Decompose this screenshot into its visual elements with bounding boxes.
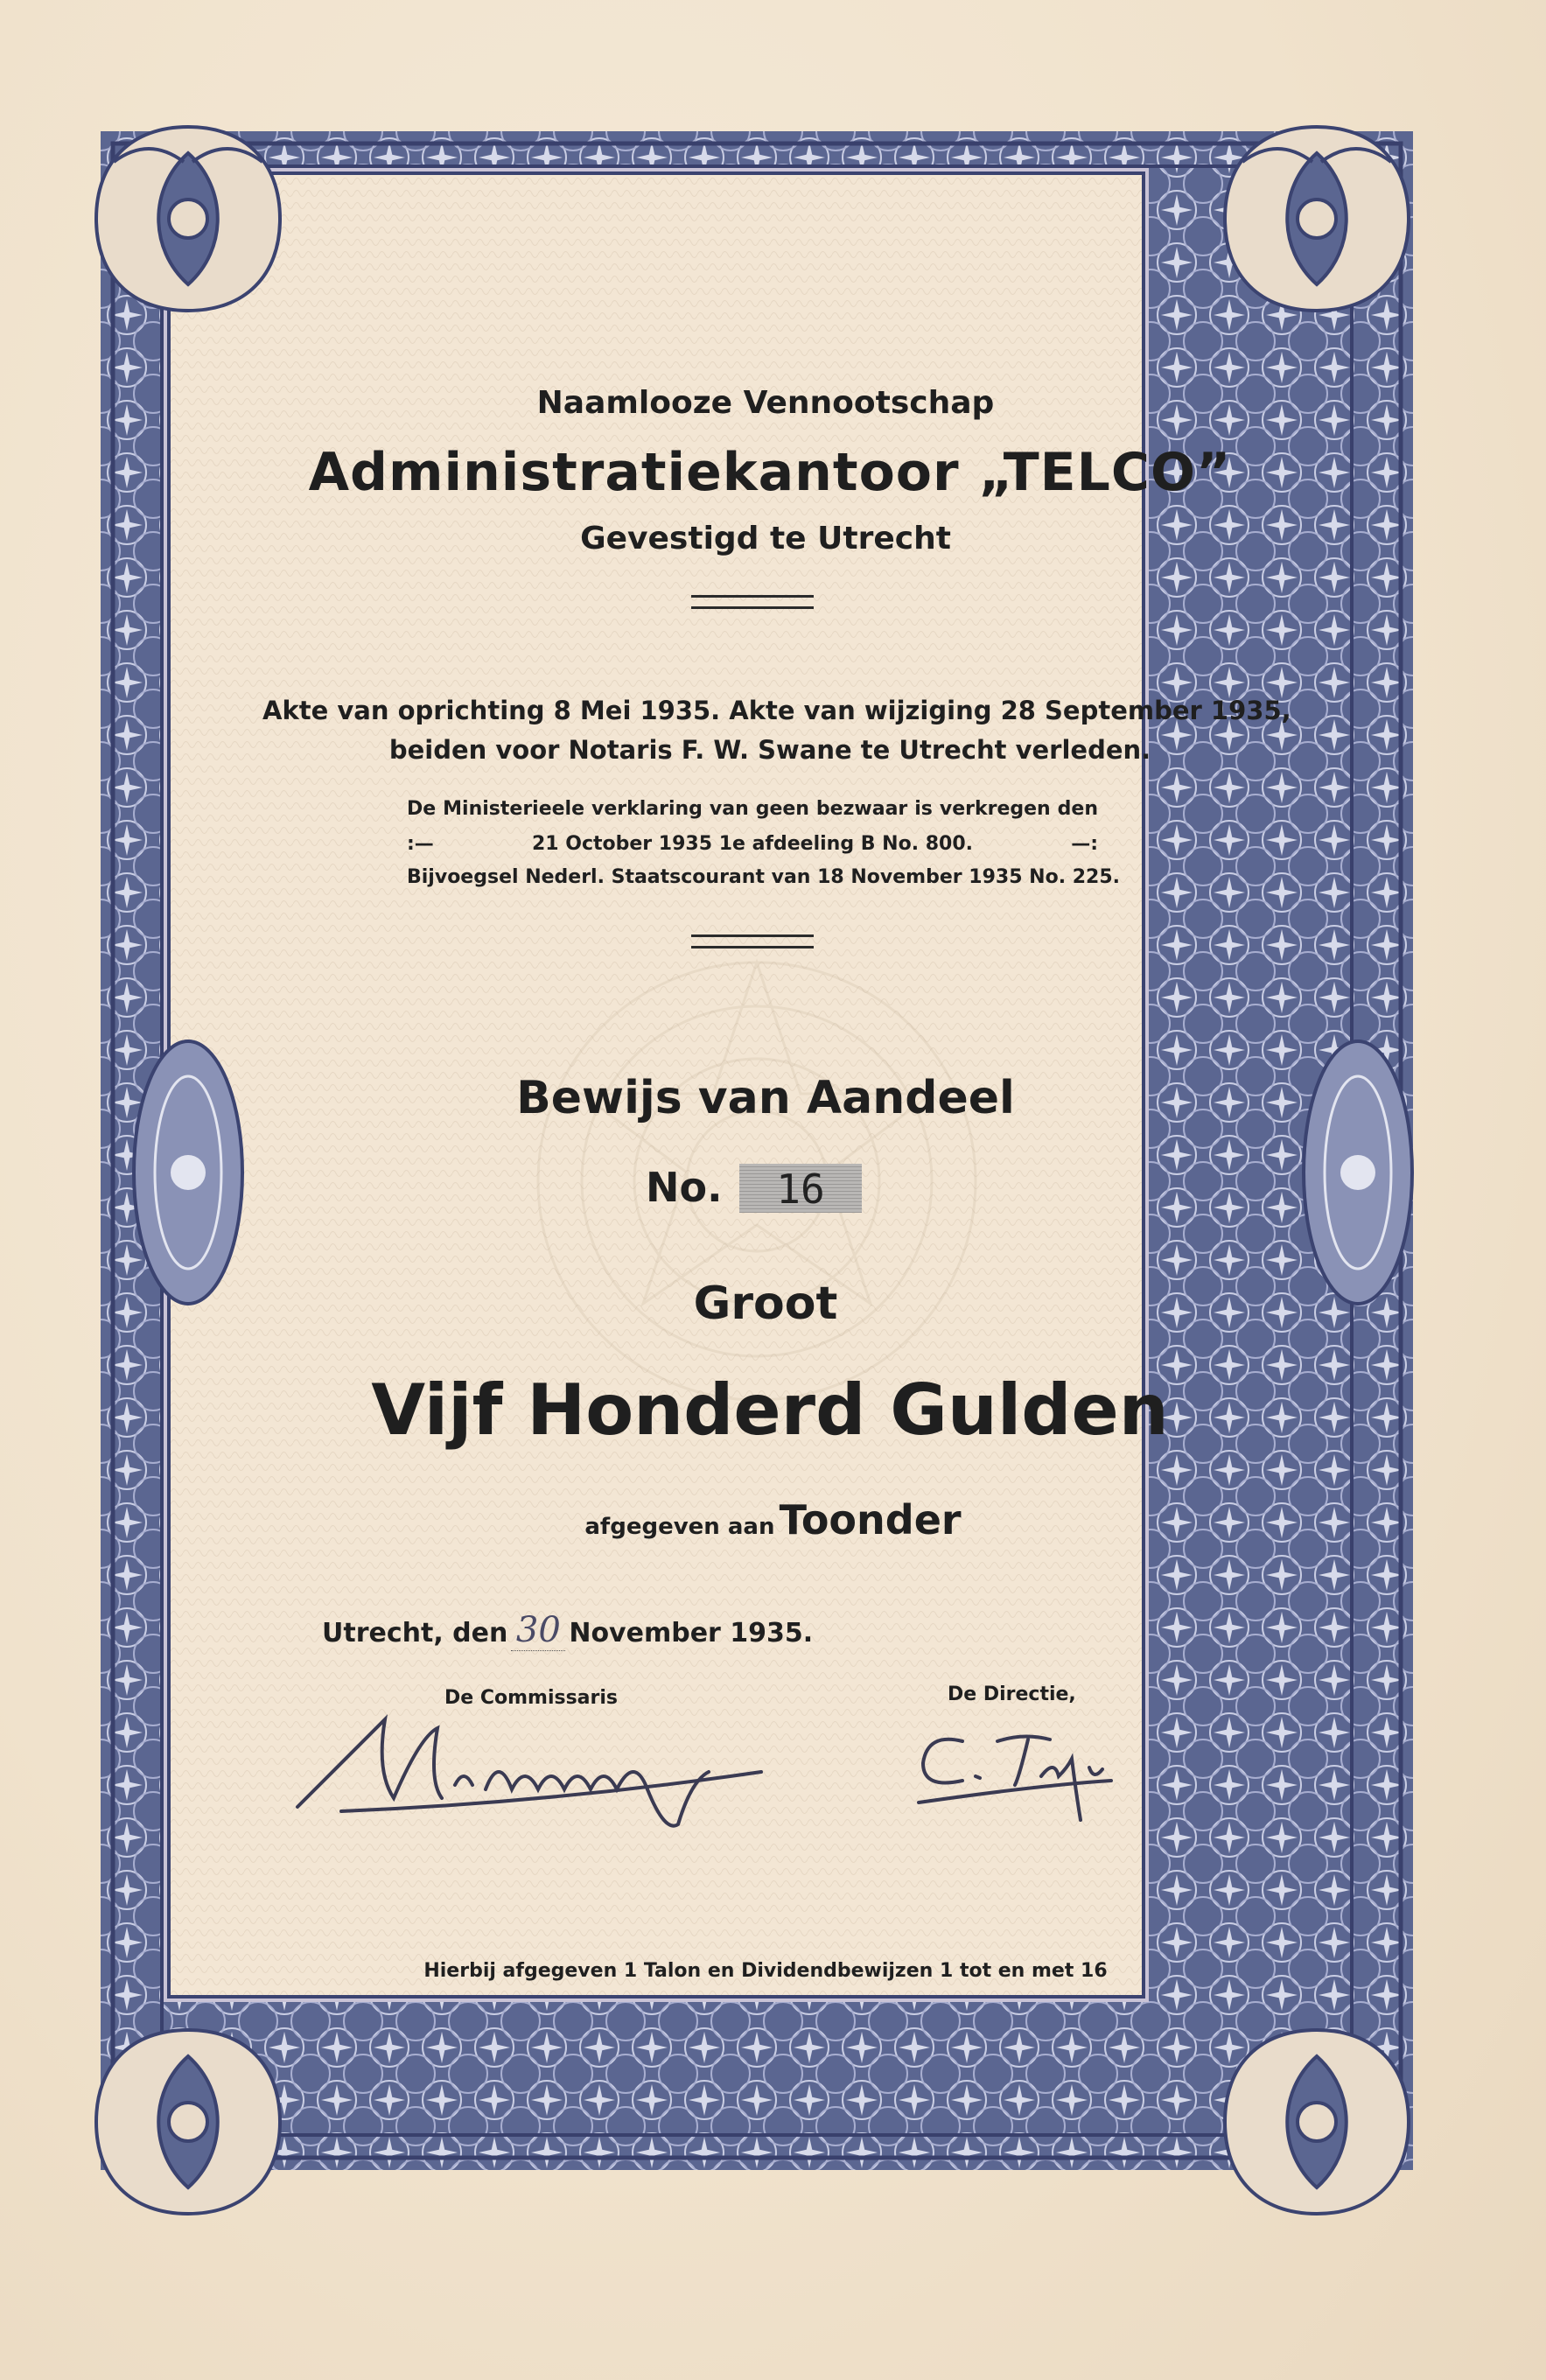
side-medallion-left <box>127 1032 249 1312</box>
double-rule-middle <box>691 934 814 948</box>
commissaris-label: De Commissaris <box>444 1687 619 1709</box>
corner-ornament-bottom-right <box>1207 2012 1426 2231</box>
deed-line-1: Akte van oprichting 8 Mei 1935. Akte van wijziging 28 September 1935, <box>262 696 1291 725</box>
side-medallion-right <box>1297 1032 1419 1312</box>
company-seat: Gevestigd te Utrecht <box>580 521 951 556</box>
directie-signature <box>910 1715 1172 1846</box>
ministerial-line-3: Bijvoegsel Nederl. Staatscourant van 18 November 1935 No. 225. <box>407 866 1120 888</box>
corner-ornament-bottom-left <box>79 2012 297 2231</box>
issue-date-line <box>322 1610 813 1651</box>
number-label: No. <box>646 1164 723 1211</box>
nominal-amount: Vijf Honderd Gulden <box>371 1369 1169 1451</box>
date-suffix: November 1935. <box>569 1618 814 1648</box>
double-rule-top <box>691 595 814 609</box>
company-name: Administratiekantoor „TELCO” <box>308 442 1232 503</box>
commissaris-signature <box>289 1702 779 1833</box>
directie-label: De Directie, <box>948 1684 1076 1705</box>
certificate-title: Bewijs van Aandeel <box>516 1072 1015 1124</box>
footer-note: Hierbij afgegeven 1 Talon en Dividendbewijzen 1 tot en met 16 <box>423 1960 1108 1982</box>
groot-label: Groot <box>693 1278 838 1330</box>
corner-ornament-top-left <box>79 109 297 328</box>
issued-to-bearer: Toonder <box>779 1496 962 1544</box>
deed-line-2: beiden voor Notaris F. W. Swane te Utrecht verleden. <box>388 735 1151 765</box>
issued-to-label: afgegeven aan <box>584 1514 775 1540</box>
issued-to-line <box>0 1496 1546 1544</box>
ministerial-line-2-left: :— <box>407 833 434 855</box>
certificate-number: 16 <box>776 1166 825 1213</box>
ministerial-line-2-right: —: <box>1071 833 1098 855</box>
date-day-handwritten: 30 <box>511 1610 565 1651</box>
ministerial-line-1: De Ministerieele verklaring van geen bezwaar is verkregen den <box>407 798 1098 820</box>
ministerial-line-2-center: 21 October 1935 1e afdeeling B No. 800. <box>531 833 973 855</box>
date-prefix: Utrecht, den <box>322 1618 508 1648</box>
company-type: Naamlooze Vennootschap <box>536 385 995 421</box>
corner-ornament-top-right <box>1207 109 1426 328</box>
